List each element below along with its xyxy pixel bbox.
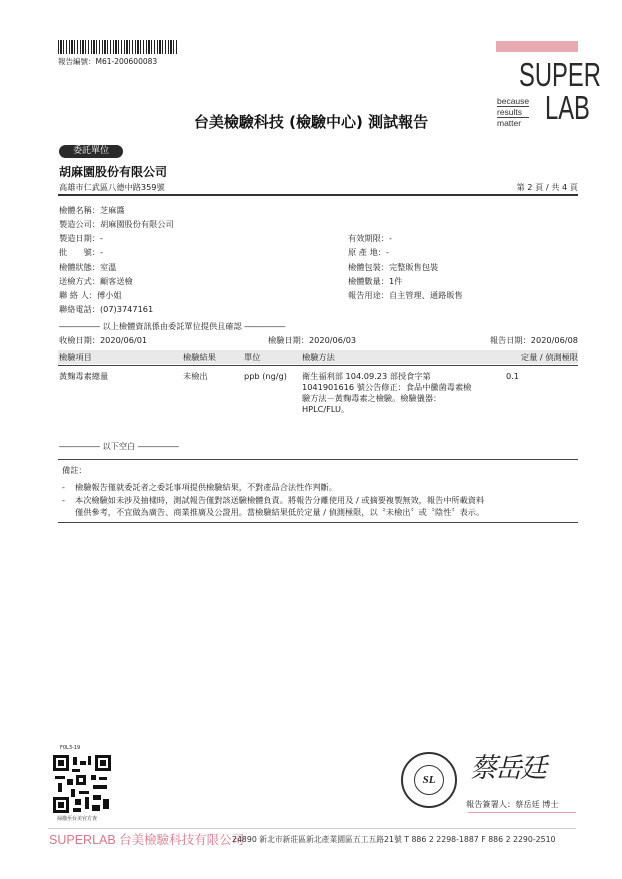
blank-note: ――――― 以下空白 ――――― (59, 441, 179, 451)
packaging: 檢體包裝：完整販售包裝 (348, 262, 439, 272)
delivery-method: 送檢方式：顧客送檢 (59, 276, 133, 286)
footer-rule (48, 828, 576, 829)
remark-bullet: - (62, 495, 65, 505)
sample-name: 檢體名稱：芝麻醬 (59, 205, 125, 215)
table-header-rule (58, 365, 578, 366)
report-number: 報告編號：M61-200600083 (58, 57, 158, 66)
remark-1: 檢驗報告僅就委託者之委託事項提供檢驗結果，不對產品合法性作判斷。 (75, 482, 338, 492)
logo-accent-bar (496, 41, 578, 52)
row-result: 未檢出 (183, 371, 208, 381)
remark-2: 本次檢驗如未涉及抽樣時，測試報告僅對該送驗檢體負責。將報告分離使用及 / 或摘要複製無效，報告中所載資料 (75, 495, 485, 505)
sample-state: 檢體狀態：室溫 (59, 262, 117, 272)
contact-person: 聯 絡 人：傅小姐 (59, 290, 122, 300)
client-address: 高雄市仁武區八德中路359號 (59, 182, 165, 192)
qr-code (53, 755, 111, 813)
report-date: 報告日期：2020/06/08 (489, 335, 578, 345)
received-date: 收檢日期：2020/06/01 (59, 335, 148, 345)
remark-3: 僅供參考，不宜做為廣告、商業推廣及公證用。當檢驗結果低於定量 / 偵測極限，以〝未檢出〞或〝陰性〞表示。 (75, 507, 485, 517)
footer-brand: SUPERLAB 台美檢驗科技有限公司 (49, 833, 245, 847)
col-result: 檢驗結果 (183, 352, 216, 362)
report-purpose: 報告用途：自主管理、通路販售 (348, 290, 463, 300)
batch-number: 批 號：- (59, 247, 103, 257)
signature: 蔡岳廷 (470, 753, 545, 784)
row-loq: 0.1 (506, 371, 520, 381)
page-indicator: 第 2 頁 / 共 4 頁 (516, 182, 578, 192)
seal-letters: SL (414, 765, 444, 795)
col-loq: 定量 / 偵測極限 (520, 352, 578, 362)
divider (58, 194, 578, 196)
contact-phone: 聯絡電話：(07)3747161 (59, 304, 154, 314)
col-item: 檢驗項目 (59, 352, 92, 362)
remarks-bottom-rule (58, 522, 578, 523)
page-title: 台美檢驗科技 (檢驗中心) 測試報告 (193, 113, 429, 131)
footer-address: 24890 新北市新莊區新北產業園區五工五路21號 T 886 2 2298-1887 F 886 2 2290-2510 (232, 835, 556, 844)
quantity: 檢體數量：1件 (348, 276, 403, 286)
manufacturer: 製造公司：胡麻園股份有限公司 (59, 219, 174, 229)
logo-lab: LAB (545, 89, 590, 126)
col-unit: 單位 (244, 352, 261, 362)
qr-caption: 掃描至台美官方查 (57, 816, 98, 822)
remark-bullet: - (62, 482, 65, 492)
row-method: 衛生福利部 104.09.23 部授食字第 1041901616 號公告修正：食品中黴菌毒素檢 驗方法－黃麴毒素之檢驗。檢驗儀器： HPLC/FLU。 (302, 371, 472, 414)
expiry-date: 有效期限：- (348, 233, 392, 243)
qr-label: F0L3-19 (60, 745, 81, 751)
info-note: ――――― 以上檢體資訊係由委託單位提供且確認 ――――― (59, 321, 286, 331)
barcode (58, 40, 178, 54)
logo-super: SUPER (519, 56, 601, 93)
remarks-rule (58, 459, 578, 460)
row-item: 黃麴毒素總量 (59, 371, 109, 381)
test-date: 檢驗日期：2020/06/03 (268, 335, 357, 345)
col-method: 檢驗方法 (302, 352, 335, 362)
manufacture-date: 製造日期：- (59, 233, 103, 243)
remarks-label: 備註： (62, 465, 87, 475)
client-badge: 委託單位 (59, 145, 123, 158)
origin: 原 產 地：- (348, 247, 389, 257)
logo-tagline: because results matter (497, 96, 530, 128)
client-name: 胡麻園股份有限公司 (59, 165, 168, 179)
signer-underline (468, 812, 576, 813)
row-unit: ppb (ng/g) (244, 371, 287, 381)
signer-name: 報告簽署人：蔡岳廷 博士 (466, 799, 559, 809)
